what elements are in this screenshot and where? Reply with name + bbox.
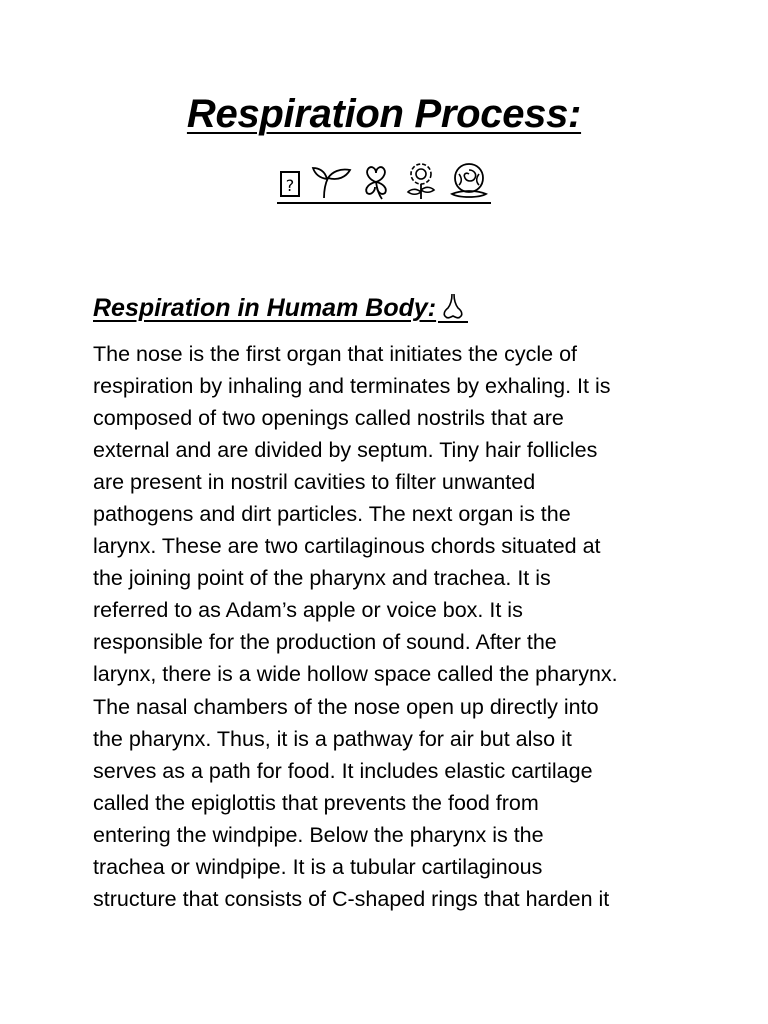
seedling-icon	[310, 160, 352, 200]
section-heading	[93, 291, 468, 323]
missing-glyph-icon	[277, 160, 305, 200]
page-title: Respiration Process:	[186, 92, 582, 136]
text-line: respiration by inhaling and terminates by exhaling. It is	[93, 374, 611, 399]
text-line: larynx. These are two cartilaginous chords situated at	[93, 534, 601, 559]
svg-text:?: ?	[285, 176, 295, 195]
text-line: called the epiglottis that prevents the food from	[93, 790, 539, 815]
title-icon-row	[0, 160, 768, 206]
text-line: structure that consists of C-shaped rings that harden it	[93, 886, 610, 911]
shamrock-icon	[356, 160, 396, 200]
nose-icon	[438, 291, 468, 323]
text-line: the pharynx. Thus, it is a pathway for air but also it	[93, 726, 572, 751]
text-line: responsible for the production of sound. After the	[93, 630, 557, 655]
text-line: The nose is the first organ that initiates the cycle of	[93, 342, 578, 366]
text-line: The nasal chambers of the nose open up directly into	[93, 694, 599, 719]
section-heading-text: Respiration in Humam Body:	[93, 294, 437, 322]
flower-swirl-icon	[447, 160, 491, 200]
text-line: composed of two openings called nostrils that are	[93, 406, 564, 431]
text-line: serves as a path for food. It includes elastic cartilage	[93, 758, 593, 783]
text-line: are present in nostril cavities to filter unwanted	[93, 470, 536, 495]
text-line: trachea or windpipe. It is a tubular cartilaginous	[93, 854, 543, 879]
text-line: the joining point of the pharynx and trachea. It is	[93, 566, 551, 591]
sunflower-icon	[400, 160, 442, 200]
text-line: pathogens and dirt particles. The next organ is the	[93, 502, 571, 527]
text-line: entering the windpipe. Below the pharynx is the	[93, 822, 544, 847]
text-line: referred to as Adam’s apple or voice box. It is	[93, 598, 523, 623]
text-line: larynx, there is a wide hollow space called the pharynx.	[93, 662, 618, 687]
body-paragraph	[93, 338, 683, 915]
text-line: external and are divided by septum. Tiny hair follicles	[93, 438, 598, 463]
